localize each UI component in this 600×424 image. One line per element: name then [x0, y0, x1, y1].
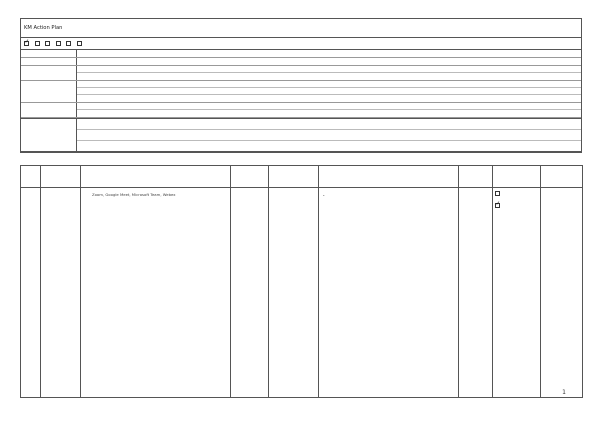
info-lines — [77, 81, 581, 102]
info-line — [77, 81, 581, 88]
km-topic-options — [21, 38, 581, 50]
option-checkbox-3[interactable] — [45, 38, 52, 49]
info-lines — [77, 66, 581, 80]
option-checkbox-5[interactable] — [66, 38, 73, 49]
info-lines — [77, 103, 581, 117]
cell-responsible — [541, 188, 583, 398]
col-header — [269, 166, 319, 188]
page-number: 1 — [562, 389, 566, 396]
goal-line — [77, 119, 581, 130]
cell-no — [21, 188, 41, 398]
cell-activities — [81, 188, 231, 398]
info-line — [77, 103, 581, 110]
checked-box-icon — [495, 203, 500, 208]
info-line — [77, 110, 581, 116]
col-header — [493, 166, 541, 188]
empty-box-icon — [45, 41, 50, 46]
empty-box-icon — [495, 191, 500, 196]
activity-list — [83, 192, 228, 198]
info-label — [21, 103, 77, 117]
goal-section — [21, 118, 581, 152]
table-header-row — [21, 166, 583, 188]
cell-targets — [319, 188, 459, 398]
cell-process — [41, 188, 81, 398]
info-line — [77, 73, 581, 79]
col-header — [459, 166, 493, 188]
goal-line — [77, 141, 581, 151]
table-row — [21, 188, 583, 398]
plan-header-frame — [20, 18, 582, 153]
col-header — [21, 166, 41, 188]
info-row — [21, 103, 581, 118]
cell-group — [459, 188, 493, 398]
list-item: Zoom, Google Meet, Microsoft Team, Webex — [92, 192, 176, 197]
option-checkbox-4[interactable] — [56, 38, 63, 49]
info-label — [21, 66, 77, 80]
empty-box-icon — [77, 41, 82, 46]
option-checkbox-1[interactable] — [24, 38, 31, 49]
goal-label — [21, 119, 77, 151]
info-row — [21, 58, 581, 66]
info-row — [21, 81, 581, 103]
info-line — [77, 88, 581, 95]
info-label — [21, 58, 77, 65]
empty-box-icon — [56, 41, 61, 46]
col-header — [231, 166, 269, 188]
budget-option-1[interactable] — [495, 190, 538, 197]
goal-line — [77, 130, 581, 141]
info-label — [21, 81, 77, 102]
cell-indicator — [269, 188, 319, 398]
info-line — [77, 66, 581, 73]
info-row — [21, 50, 581, 58]
empty-box-icon — [35, 41, 40, 46]
info-row — [21, 66, 581, 81]
option-checkbox-2[interactable] — [35, 38, 42, 49]
col-header — [319, 166, 459, 188]
info-value — [77, 58, 581, 65]
info-value — [77, 50, 581, 57]
col-header — [541, 166, 583, 188]
info-label — [21, 50, 77, 57]
col-header — [41, 166, 81, 188]
document-title: KM Action Plan — [21, 19, 581, 38]
cell-budget — [493, 188, 541, 398]
km-action-plan-page — [20, 18, 582, 398]
info-line — [77, 95, 581, 101]
checked-box-icon — [24, 41, 29, 46]
col-header — [81, 166, 231, 188]
budget-option-2[interactable] — [495, 202, 538, 209]
option-checkbox-6[interactable] — [77, 38, 84, 49]
plan-table — [20, 165, 583, 398]
goal-lines — [77, 119, 581, 151]
cell-period — [231, 188, 269, 398]
empty-box-icon — [66, 41, 71, 46]
